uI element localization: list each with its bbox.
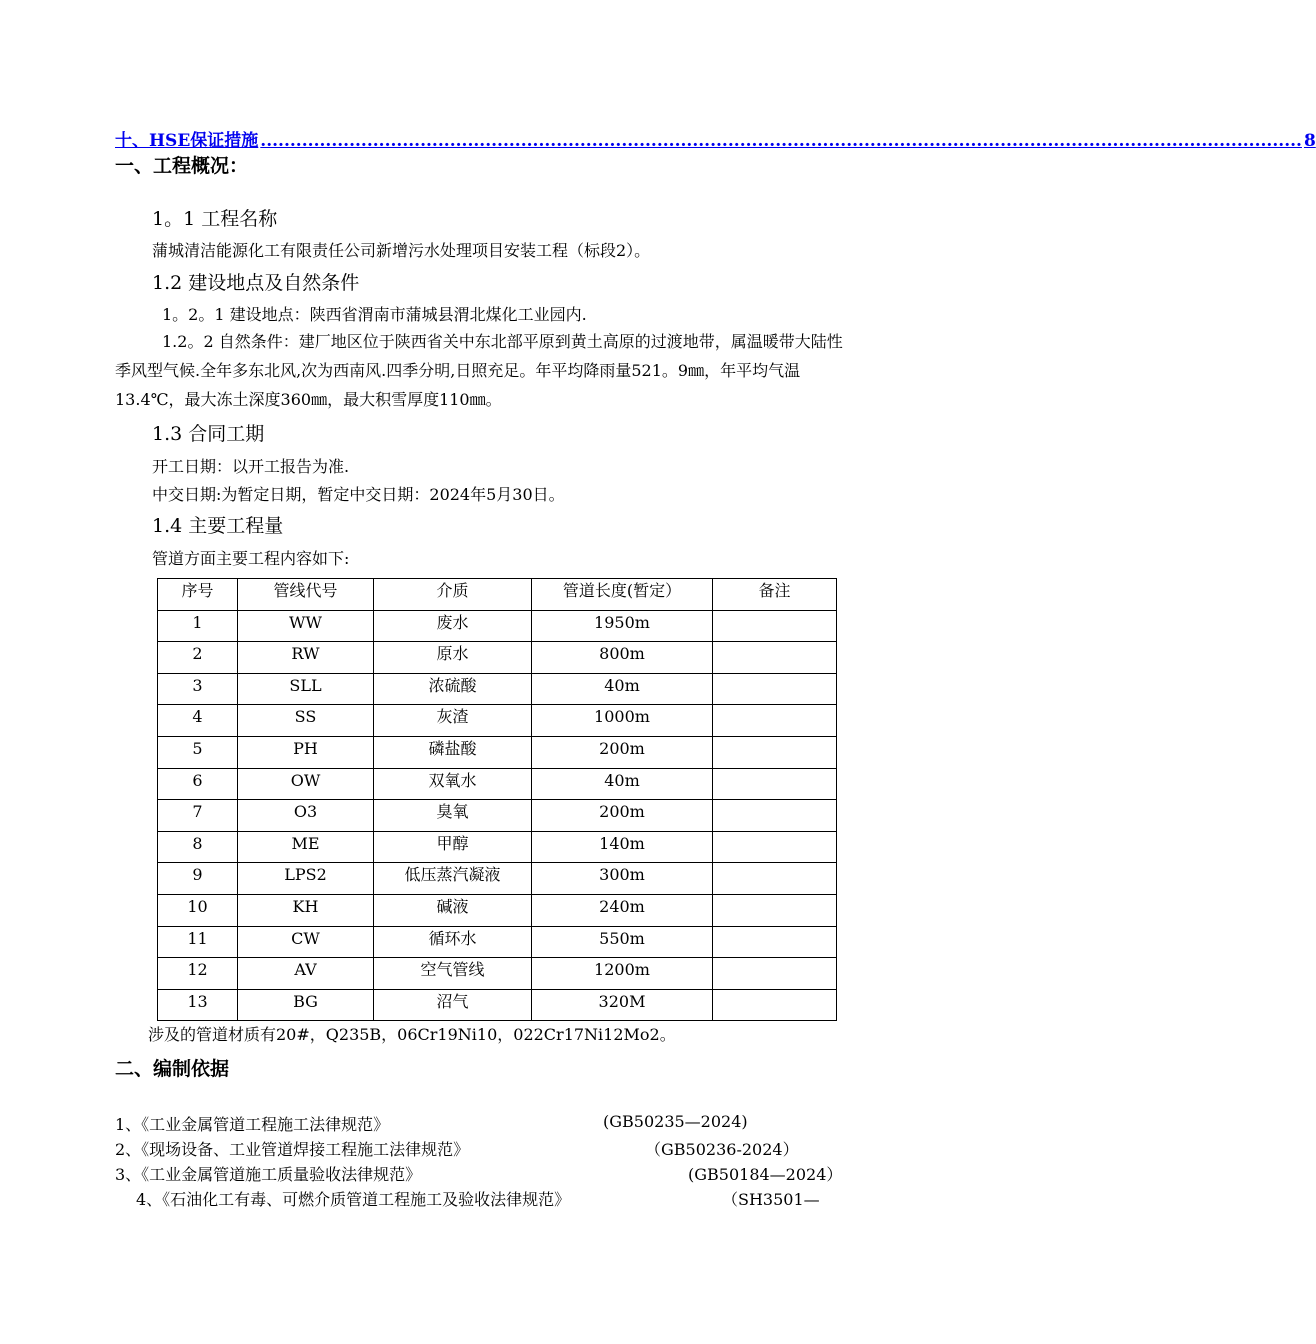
table-cell [713,894,837,926]
toc-page-number[interactable]: 8 [1303,131,1316,151]
header-cell: 序号 [158,579,238,611]
subheading-contract-period: 1.3 合同工期 [152,423,265,445]
table-row [158,768,837,800]
table-cell: KH [238,894,374,926]
table-cell: RW [238,642,374,674]
toc-label[interactable]: 十、HSE保证措施 [115,131,259,151]
table-cell: 1 [158,610,238,642]
table-cell [713,610,837,642]
table-cell: 沼气 [374,989,532,1021]
header-cell: 管线代号 [238,579,374,611]
table-cell: 11 [158,926,238,958]
table-row [158,989,837,1021]
table-row [158,831,837,863]
table-row [158,673,837,705]
table-cell: 800m [532,642,713,674]
reference-item: 3、《工业金属管道施工质量验收法律规范》 [115,1165,422,1184]
table-cell: 10 [158,894,238,926]
table-cell [713,863,837,895]
start-date-text: 开工日期：以开工报告为准. [152,457,350,476]
table-cell: CW [238,926,374,958]
table-cell: 300m [532,863,713,895]
table-row [158,958,837,990]
section-heading-basis: 二、编制依据 [115,1058,230,1080]
project-name-text: 蒲城清洁能源化工有限责任公司新增污水处理项目安装工程（标段2）。 [152,241,651,260]
table-cell [713,642,837,674]
table-cell: 200m [532,736,713,768]
table-cell [713,958,837,990]
table-cell: 320M [532,989,713,1021]
table-cell: 废水 [374,610,532,642]
table-row [158,800,837,832]
table-cell: 灰渣 [374,705,532,737]
table-cell: 2 [158,642,238,674]
table-row [158,926,837,958]
toc-entry-hse[interactable] [115,126,1316,151]
table-cell: 9 [158,863,238,895]
table-cell: 140m [532,831,713,863]
table-cell: 7 [158,800,238,832]
reference-item: 1、《工业金属管道工程施工法律规范》 [115,1115,390,1134]
table-cell [713,736,837,768]
subheading-quantities: 1.4 主要工程量 [152,515,284,537]
table-row [158,610,837,642]
reference-code: (GB50235—2024) [603,1112,748,1131]
subheading-project-name: 1。1 工程名称 [152,208,278,230]
table-cell [713,673,837,705]
table-cell: 甲醇 [374,831,532,863]
table-row [158,894,837,926]
table-cell: ME [238,831,374,863]
table-cell: AV [238,958,374,990]
table-cell: BG [238,989,374,1021]
table-cell: 3 [158,673,238,705]
table-cell: 6 [158,768,238,800]
table-cell: WW [238,610,374,642]
table-cell: 双氧水 [374,768,532,800]
table-cell: 磷盐酸 [374,736,532,768]
location-text: 1。2。1 建设地点：陕西省渭南市蒲城县渭北煤化工业园内. [162,305,587,324]
table-cell: 550m [532,926,713,958]
table-cell: 8 [158,831,238,863]
table-cell [713,768,837,800]
natural-conditions-text: 1.2。2 自然条件：建厂地区位于陕西省关中东北部平原到黄土高原的过渡地带，属温暖带大陆性季风型气候.全年多东北风,次为西南风.四季分明,日照充足。年平均降雨量521。9㎜，年平均气温13.4℃，最大冻土深度360㎜，最大积雪厚度110㎜。 [115,332,843,409]
table-row [158,705,837,737]
table-cell: PH [238,736,374,768]
header-cell: 管道长度(暂定） [532,579,713,611]
table-cell: SS [238,705,374,737]
table-cell: 4 [158,705,238,737]
table-cell [713,989,837,1021]
materials-text: 涉及的管道材质有20#，Q235B，06Cr19Ni10，022Cr17Ni12Mo2。 [148,1025,676,1044]
table-cell: 13 [158,989,238,1021]
table-cell: 40m [532,768,713,800]
table-cell: 1000m [532,705,713,737]
table-row [158,863,837,895]
subheading-location: 1.2 建设地点及自然条件 [152,272,360,294]
table-cell: 循环水 [374,926,532,958]
table-cell: 12 [158,958,238,990]
table-cell: OW [238,768,374,800]
header-cell: 备注 [713,579,837,611]
table-row [158,736,837,768]
table-cell [713,800,837,832]
toc-leader-dots: ................................................................................................................................................................................ [260,131,1302,151]
table-cell: 低压蒸汽凝液 [374,863,532,895]
table-cell: 原水 [374,642,532,674]
handover-date-text: 中交日期:为暂定日期，暂定中交日期：2024年5月30日。 [152,485,565,504]
header-cell: 介质 [374,579,532,611]
table-cell: 1200m [532,958,713,990]
pipeline-table [157,578,837,1021]
table-cell: SLL [238,673,374,705]
table-header-row [158,579,837,611]
table-cell [713,705,837,737]
table-cell: 240m [532,894,713,926]
table-row [158,642,837,674]
table-cell: O3 [238,800,374,832]
reference-code: （SH3501— [722,1190,820,1209]
reference-code: （GB50236-2024） [645,1140,799,1159]
reference-item: 4、《石油化工有毒、可燃介质管道工程施工及验收法律规范》 [136,1190,571,1209]
quantities-intro-text: 管道方面主要工程内容如下: [152,549,350,568]
table-cell [713,926,837,958]
reference-item: 2、《现场设备、工业管道焊接工程施工法律规范》 [115,1140,470,1159]
table-cell: 碱液 [374,894,532,926]
table-cell: 空气管线 [374,958,532,990]
section-heading-overview: 一、工程概况： [115,155,249,177]
table-cell: 5 [158,736,238,768]
table-cell: 200m [532,800,713,832]
reference-code: (GB50184—2024） [688,1165,843,1184]
table-cell: 1950m [532,610,713,642]
table-cell: LPS2 [238,863,374,895]
table-cell: 40m [532,673,713,705]
table-cell: 浓硫酸 [374,673,532,705]
table-cell [713,831,837,863]
table-cell: 臭氧 [374,800,532,832]
